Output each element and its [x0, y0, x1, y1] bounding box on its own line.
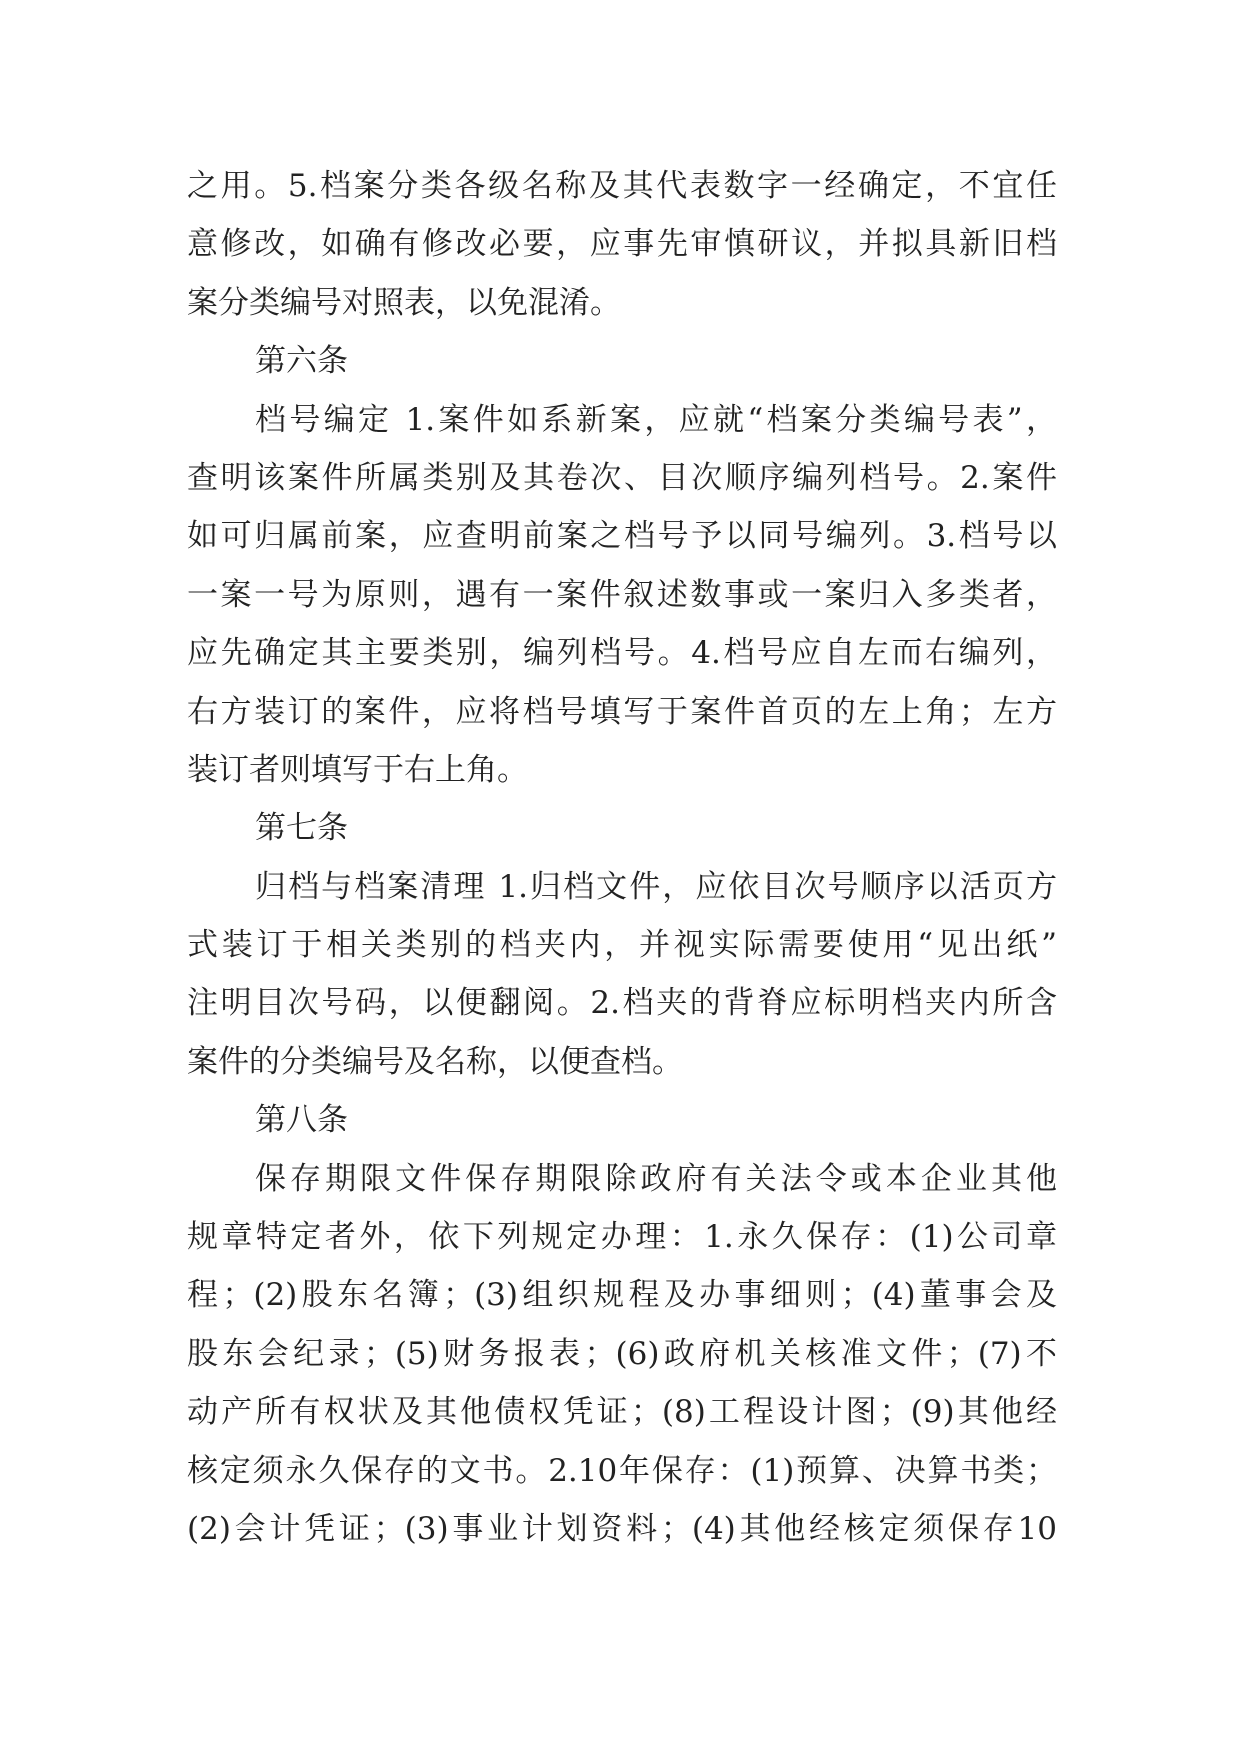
paragraph-first-line: 归档与档案清理 1.归档文件，应依目次号顺序以活页方 [255, 868, 1057, 905]
article-heading-7: 第七条 [255, 810, 348, 847]
text-line: (2)会计凭证；(3)事业计划资料；(4)其他经核定须保存10 [187, 1510, 1057, 1547]
text-line: 查明该案件所属类别及其卷次、目次顺序编列档号。2.案件 [187, 459, 1057, 496]
text-line: 程；(2)股东名簿；(3)组织规程及办事细则；(4)董事会及 [187, 1277, 1057, 1314]
paragraph-first-line: 保存期限文件保存期限除政府有关法令或本企业其他 [255, 1160, 1057, 1197]
text-line: 如可归属前案，应查明前案之档号予以同号编列。3.档号以 [187, 518, 1057, 555]
document-body [187, 157, 1057, 1558]
text-line: 式装订于相关类别的档夹内，并视实际需要使用“见出纸” [187, 927, 1057, 964]
text-line: 应先确定其主要类别，编列档号。4.档号应自左而右编列， [187, 635, 1057, 672]
text-line: 注明目次号码，以便翻阅。2.档夹的背脊应标明档夹内所含 [187, 985, 1057, 1022]
text-line: 装订者则填写于右上角。 [187, 751, 528, 788]
text-line: 案件的分类编号及名称，以便查档。 [187, 1043, 683, 1080]
text-line: 一案一号为原则，遇有一案件叙述数事或一案归入多类者， [187, 576, 1057, 613]
text-line: 右方装订的案件，应将档号填写于案件首页的左上角；左方 [187, 693, 1057, 730]
text-line: 意修改，如确有修改必要，应事先审慎研议，并拟具新旧档 [187, 226, 1057, 263]
article-heading-8: 第八条 [255, 1102, 348, 1139]
text-line: 案分类编号对照表，以免混淆。 [187, 284, 621, 321]
text-line: 股东会纪录；(5)财务报表；(6)政府机关核准文件；(7)不 [187, 1335, 1057, 1372]
text-line: 动产所有权状及其他债权凭证；(8)工程设计图；(9)其他经 [187, 1394, 1057, 1431]
text-line: 之用。5.档案分类各级名称及其代表数字一经确定，不宜任 [187, 168, 1057, 204]
paragraph-first-line: 档号编定 1.案件如系新案，应就“档案分类编号表”， [255, 401, 1057, 438]
text-line: 规章特定者外，依下列规定办理：1.永久保存：(1)公司章 [187, 1219, 1057, 1256]
article-heading-6: 第六条 [255, 343, 348, 380]
text-line: 核定须永久保存的文书。2.10年保存：(1)预算、决算书类； [187, 1452, 1057, 1489]
